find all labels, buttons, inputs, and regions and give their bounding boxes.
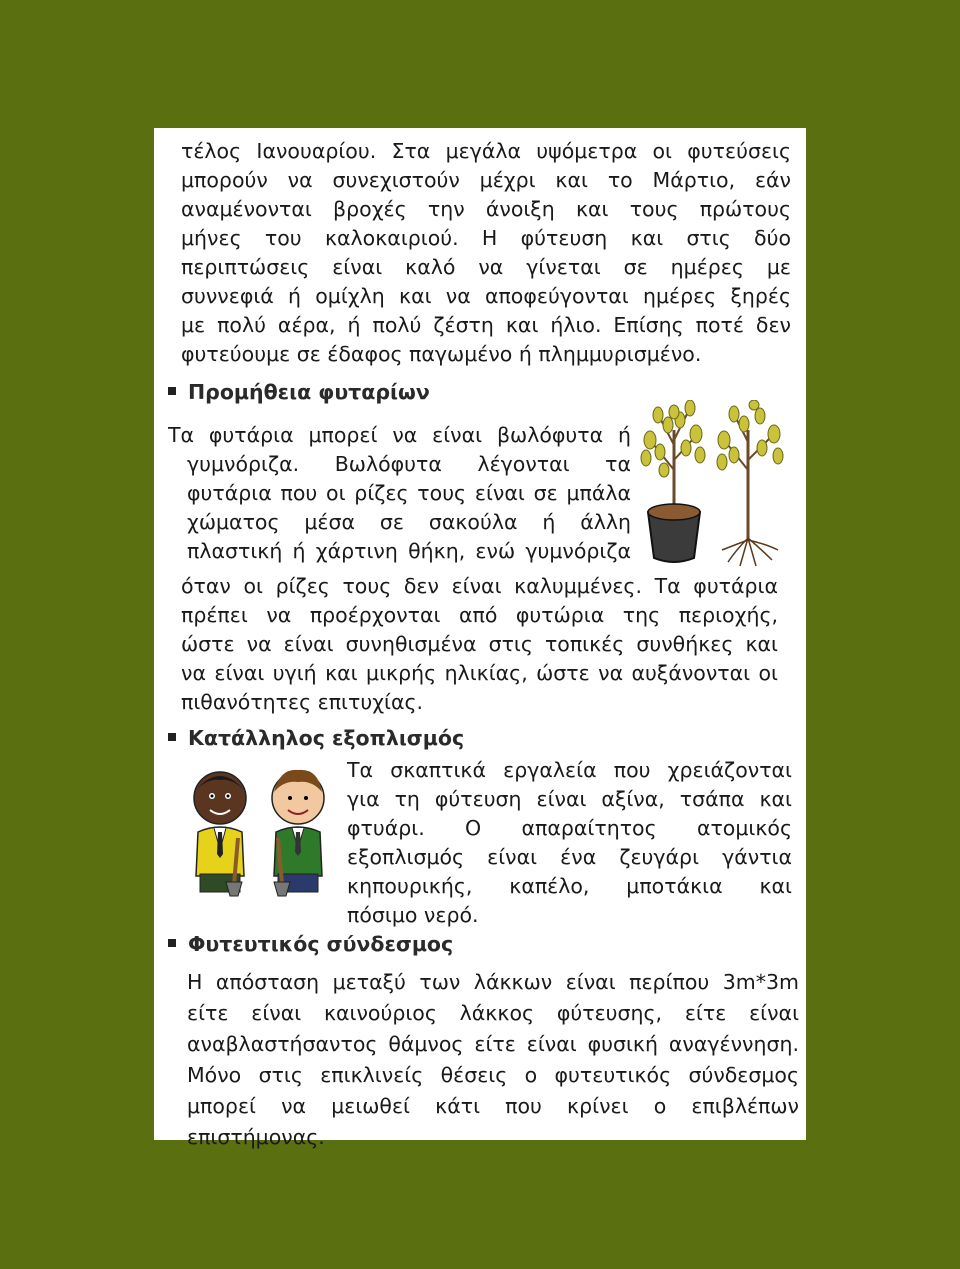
text-line: πιθανότητες επιτυχίας. (181, 690, 424, 714)
text-line: Τα σκαπτικά εργαλεία που χρειάζονται (347, 758, 792, 782)
text-line: εξοπλισμός είναι ένα ζευγάρι γάντια (347, 845, 792, 869)
section-heading-spacing (168, 932, 453, 956)
text-line: κηπουρικής, καπέλο, μποτάκια και (347, 874, 792, 898)
bullet-icon (168, 733, 176, 741)
text-line: πλαστική ή χάρτινη θήκη, ενώ γυμνόριζα (187, 539, 631, 563)
text-line: με πολύ αέρα, ή πολύ ζέστη και ήλιο. Επίσης ποτέ δεν (181, 313, 791, 337)
text-line: Τα φυτάρια μπορεί να είναι βωλόφυτα ή (168, 423, 631, 447)
bullet-icon (168, 387, 176, 395)
bullet-icon (168, 939, 176, 947)
intro-paragraph (181, 137, 791, 369)
text-line: για τη φύτευση είναι αξίνα, τσάπα και (347, 787, 792, 811)
section-heading-equipment (168, 726, 464, 750)
text-line: τέλος Ιανουαρίου. Στα μεγάλα υψόμετρα οι φυτεύσεις (181, 139, 791, 163)
text-line: Μόνο στις επικλινείς θέσεις ο φυτευτικός σύνδεσμος (187, 1063, 799, 1087)
potted-seedling-icon (641, 400, 705, 562)
text-line: γυμνόριζα. Βωλόφυτα λέγονται τα (187, 452, 631, 476)
text-line: αναβλαστήσαντος θάμνος είτε είναι φυσική αναγέννηση. (187, 1032, 799, 1056)
text-line: συννεφιά ή ομίχλη και να αποφεύγονται ημέρες ξηρές (181, 284, 791, 308)
text-line: Η απόσταση μεταξύ των λάκκων είναι περίπου 3m*3m (187, 970, 799, 994)
section-heading-seedlings (168, 380, 430, 404)
text-line: ώστε να είναι συνηθισμένα στις τοπικές συνθήκες και (181, 632, 778, 656)
text-line: επιστήμονας. (187, 1125, 325, 1149)
heading-text: Προμήθεια φυταρίων (188, 380, 430, 404)
text-line: να είναι υγιή και μικρής ηλικίας, ώστε να αυξάνονται οι (181, 661, 778, 685)
bare-root-seedling-icon (717, 400, 783, 566)
text-line: είτε είναι καινούριος λάκκος φύτευσης, είτε είναι (187, 1001, 799, 1025)
heading-text: Κατάλληλος εξοπλισμός (188, 726, 465, 750)
text-line: πόσιμο νερό. (347, 903, 479, 927)
text-line: φτυάρι. Ο απαραίτητος ατομικός (347, 816, 792, 840)
equipment-paragraph (347, 756, 792, 930)
text-line: πρέπει να προέρχονται από φυτώρια της περιοχής, (181, 603, 778, 627)
text-line: φυτεύουμε σε έδαφος παγωμένο ή πλημμυρισμένο. (181, 342, 702, 366)
seedlings-paragraph-narrow (168, 421, 631, 450)
seedlings-illustration (636, 400, 788, 570)
gardener-boy-light-icon (272, 770, 324, 896)
gardener-boy-dark-icon (194, 772, 246, 896)
gardeners-illustration (180, 758, 336, 898)
text-line: όταν οι ρίζες τους δεν είναι καλυμμένες. Τα φυτάρια (181, 574, 778, 598)
text-line: περιπτώσεις είναι καλό να γίνεται σε ημέρες με (181, 255, 791, 279)
text-line: χώματος μέσα σε σακούλα ή άλλη (187, 510, 631, 534)
text-line: μήνες του καλοκαιριού. Η φύτευση και στις δύο (181, 226, 791, 250)
text-line: αναμένονται βροχές την άνοιξη και τους πρώτους (181, 197, 791, 221)
text-line: μπορούν να συνεχιστούν μέχρι και το Μάρτιο, εάν (181, 168, 791, 192)
heading-text: Φυτευτικός σύνδεσμος (188, 932, 454, 956)
spacing-paragraph (187, 967, 799, 1153)
seedlings-paragraph-wide (181, 572, 778, 717)
text-line: φυτάρια που οι ρίζες τους είναι σε μπάλα (187, 481, 631, 505)
text-line: μπορεί να μειωθεί κάτι που κρίνει ο επιβλέπων (187, 1094, 799, 1118)
seedlings-paragraph-narrow-2 (187, 450, 631, 566)
